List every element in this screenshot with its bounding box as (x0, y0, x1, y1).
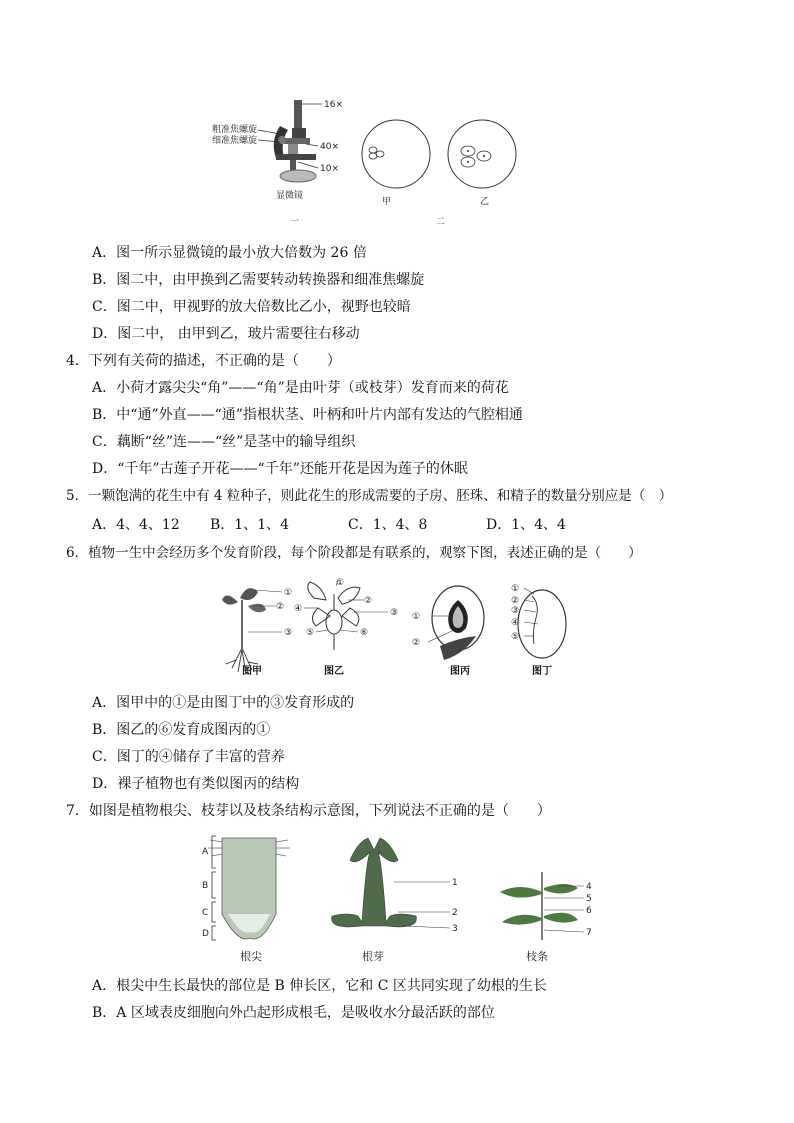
figure-one-label: 一 (290, 217, 300, 227)
q4-option-d: D．“千年”古莲子开花——“千年”还能开花是因为莲子的休眠 (92, 461, 468, 477)
q5-option-a: A．4、4、12 (92, 517, 180, 533)
yi-label-5: ⑤ (306, 628, 315, 638)
ding-label-1: ① (511, 584, 520, 594)
field-b-label: 乙 (480, 197, 490, 207)
fig-ding-caption: 图丁 (532, 666, 552, 677)
seedling-drawing (222, 588, 285, 674)
q6-option-b: B．图乙的⑥发育成图丙的① (92, 722, 271, 738)
fig-bing-caption: 图丙 (450, 666, 470, 677)
q4-option-b: B．中“通”外直——“通”指根状茎、叶柄和叶片内部有发达的气腔相通 (92, 407, 523, 423)
q6-option-d: D．裸子植物也有类似图丙的结构 (92, 776, 300, 792)
root-bud-branch-figure (198, 832, 608, 970)
jia-label-3: ③ (284, 628, 293, 638)
root-zone-a: A (202, 847, 209, 857)
root-zone-b: B (202, 881, 209, 891)
root-bud-drawing (332, 838, 450, 928)
q4-stem: 4．下列有关荷的描述，不正确的是（ ） (66, 353, 341, 369)
ding-label-4: ④ (511, 618, 520, 628)
q5-option-d: D．1、4、4 (486, 517, 566, 533)
branch-caption: 枝条 (526, 950, 548, 963)
bud-label-3: 3 (452, 924, 458, 934)
ding-label-5: ⑤ (511, 632, 520, 642)
bud-label-1: 1 (452, 878, 458, 888)
q3-option-b: B．图二中，由甲换到乙需要转动转换器和细准焦螺旋 (92, 272, 425, 288)
q7-option-b: B．A 区域表皮细胞向外凸起形成根毛，是吸收水分最活跃的部位 (92, 1005, 495, 1021)
bing-label-1: ① (412, 612, 421, 622)
q3-option-c: C．图二中，甲视野的放大倍数比乙小，视野也较暗 (92, 299, 411, 315)
bud-label-2: 2 (452, 908, 458, 918)
microscope-drawing (258, 100, 322, 182)
branch-drawing (500, 872, 584, 940)
yi-label-4: ④ (294, 604, 303, 614)
ding-label-2: ② (511, 596, 520, 606)
microscope-caption: 显微镜 (276, 191, 304, 201)
q6-stem: 6．植物一生中会经历多个发育阶段，每个阶段都是有联系的，观察下图，表述正确的是（ ） (66, 545, 642, 561)
yi-label-2: ② (364, 596, 373, 606)
yi-label-6: ⑥ (360, 628, 369, 638)
q3-option-a: A．图一所示显微镜的最小放大倍数为 26 倍 (92, 245, 367, 261)
bing-label-2: ② (412, 638, 421, 648)
branch-label-4: 4 (586, 882, 592, 892)
fruit-drawing (428, 586, 484, 660)
jia-label-1: ① (284, 588, 293, 598)
branch-label-7: 7 (586, 928, 592, 938)
field-of-view-a (362, 120, 430, 188)
branch-label-6: 6 (586, 906, 592, 916)
q5-option-c: C．1、4、8 (348, 517, 428, 533)
q6-option-a: A．图甲中的①是由图丁中的③发育形成的 (92, 695, 355, 711)
fine-focus-label: 细准焦螺旋 (212, 136, 258, 146)
field-a-label: 甲 (382, 197, 392, 207)
plant-development-figure (218, 578, 578, 682)
microscope-figure (210, 96, 540, 236)
root-zone-c: C (202, 908, 209, 918)
fig-yi-caption: 图乙 (324, 666, 344, 677)
mag-16-label: 16× (324, 100, 343, 110)
figure-two-label: 二 (436, 217, 446, 227)
fig-jia-caption: 图甲 (242, 666, 262, 677)
mag-40-label: 40× (320, 142, 339, 152)
yi-label-3: ③ (390, 608, 399, 618)
q5-stem: 5．一颗饱满的花生中有 4 粒种子，则此花生的形成需要的子房、胚珠、和精子的数量分别应是（ ） (66, 488, 673, 504)
root-zone-d: D (202, 929, 209, 939)
root-bud-caption: 根芽 (362, 950, 384, 963)
yi-label-1: ① (336, 578, 345, 588)
q4-option-a: A．小荷才露尖尖“角”——“角”是由叶芽（或枝芽）发育而来的荷花 (92, 380, 509, 396)
mag-10-label: 10× (320, 164, 339, 174)
q7-option-a: A．根尖中生长最快的部位是 B 伸长区，它和 C 区共同实现了幼根的生长 (92, 978, 547, 994)
field-of-view-b (448, 120, 516, 188)
flower-drawing (304, 580, 388, 650)
root-tip-drawing (208, 836, 290, 940)
q7-stem: 7．如图是植物根尖、枝芽以及枝条结构示意图，下列说法不正确的是（ ） (66, 803, 551, 819)
q3-option-d: D．图二中， 由甲到乙，玻片需要往右移动 (92, 326, 360, 342)
seed-drawing (518, 588, 566, 658)
ding-label-3: ③ (511, 606, 520, 616)
q5-option-b: B．1、1、4 (210, 517, 290, 533)
coarse-focus-label: 粗准焦螺旋 (212, 125, 258, 135)
q4-option-c: C．藕断“丝”连——“丝”是茎中的输导组织 (92, 434, 356, 450)
q6-option-c: C．图丁的④储存了丰富的营养 (92, 749, 285, 765)
branch-label-5: 5 (586, 894, 592, 904)
root-tip-caption: 根尖 (240, 950, 262, 963)
jia-label-2: ② (276, 602, 285, 612)
